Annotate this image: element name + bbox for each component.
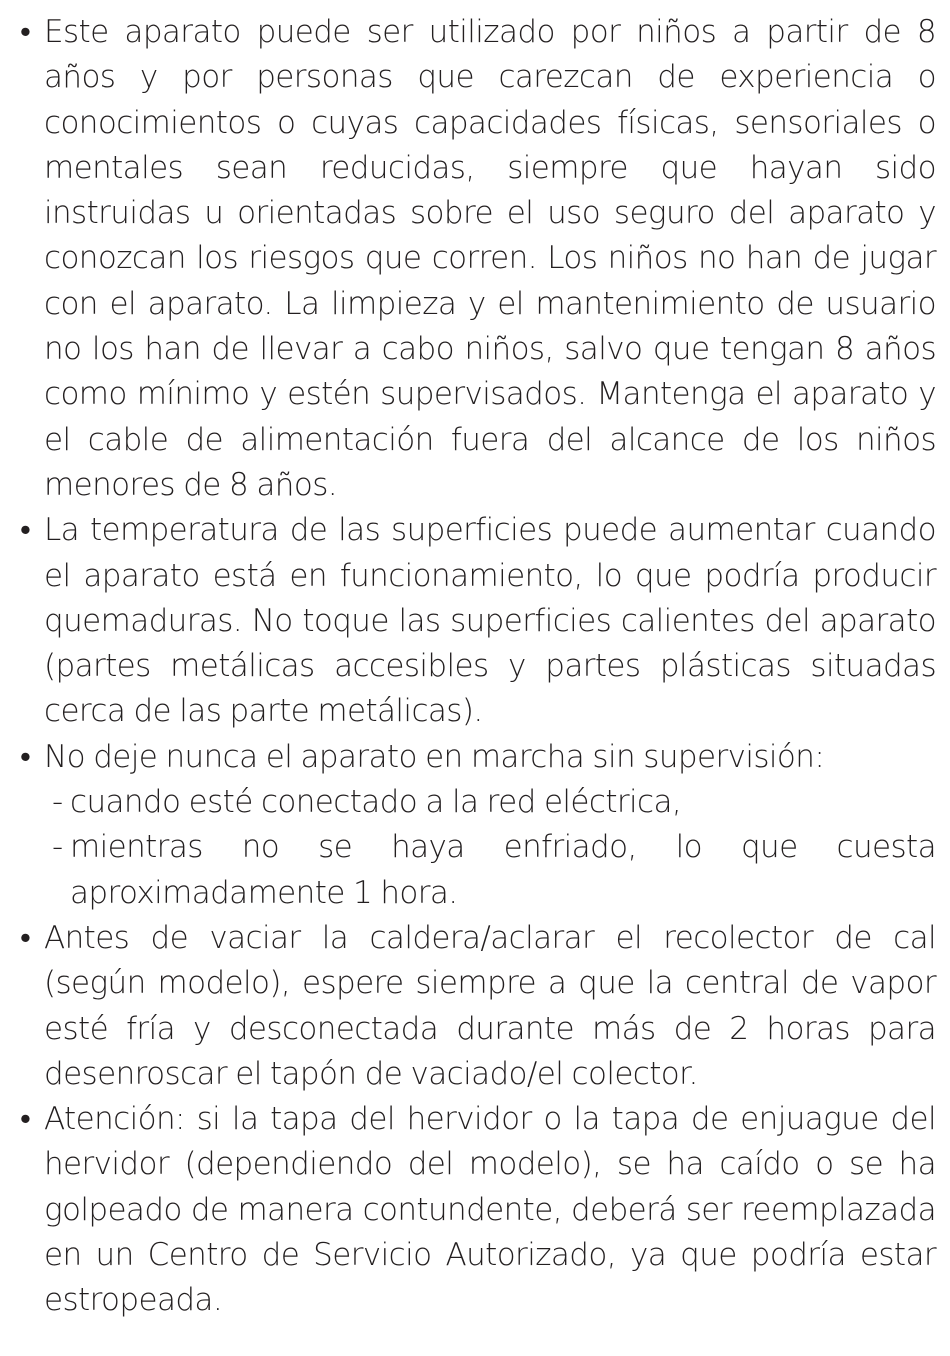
sub-list-item: - cuando esté conectado a la red eléctrica, <box>46 780 936 825</box>
bullet-text: Este aparato puede ser utilizado por niños a partir de 8 años y por personas que carezcan de experiencia o conocimientos o cuyas capacidades físicas, sensoriales o mentales sean reducidas, siempre que hayan sido instruidas u orientadas sobre el uso seguro del aparato y conozcan los riesgos que corren. Los niños no han de jugar con el aparato. La limpieza y el mantenimiento de usuario no los han de llevar a cabo niños, salvo que tengan 8 años como mínimo y estén supervisados. Mantenga el aparato y el cable de alimentación fuera del alcance de los niños menores de 8 años. <box>44 14 936 503</box>
bullet-text: Antes de vaciar la caldera/aclarar el recolector de cal (según modelo), espere siempre a que la central de vapor esté fría y desconectada durante más de 2 horas para desenroscar el tapón de vaciado/el colector. <box>44 919 936 1092</box>
bullet-text: Atención: si la tapa del hervidor o la tapa de enjuague del hervidor (dependiendo del modelo), se ha caído o se ha golpeado de manera contundente, deberá ser reemplazada en un Centro de Servicio Autorizado, ya que podría estar estropeada. <box>44 1101 936 1319</box>
safety-instructions-list <box>20 10 936 1324</box>
sub-list <box>44 780 936 916</box>
list-item <box>20 10 936 508</box>
list-item <box>20 916 936 1097</box>
list-item <box>20 508 936 734</box>
list-item <box>20 1097 936 1323</box>
sub-list-item: - mientras no se haya enfriado, lo que cuesta aproximadamente 1 hora. <box>46 825 936 916</box>
list-item <box>20 735 936 916</box>
bullet-text: No deje nunca el aparato en marcha sin supervisión: <box>44 738 825 775</box>
bullet-text: La temperatura de las superficies puede aumentar cuando el aparato está en funcionamiento, lo que podría producir quemaduras. No toque las superficies calientes del aparato (partes metálicas accesibles y partes plásticas situadas cerca de las parte metálicas). <box>44 512 936 730</box>
